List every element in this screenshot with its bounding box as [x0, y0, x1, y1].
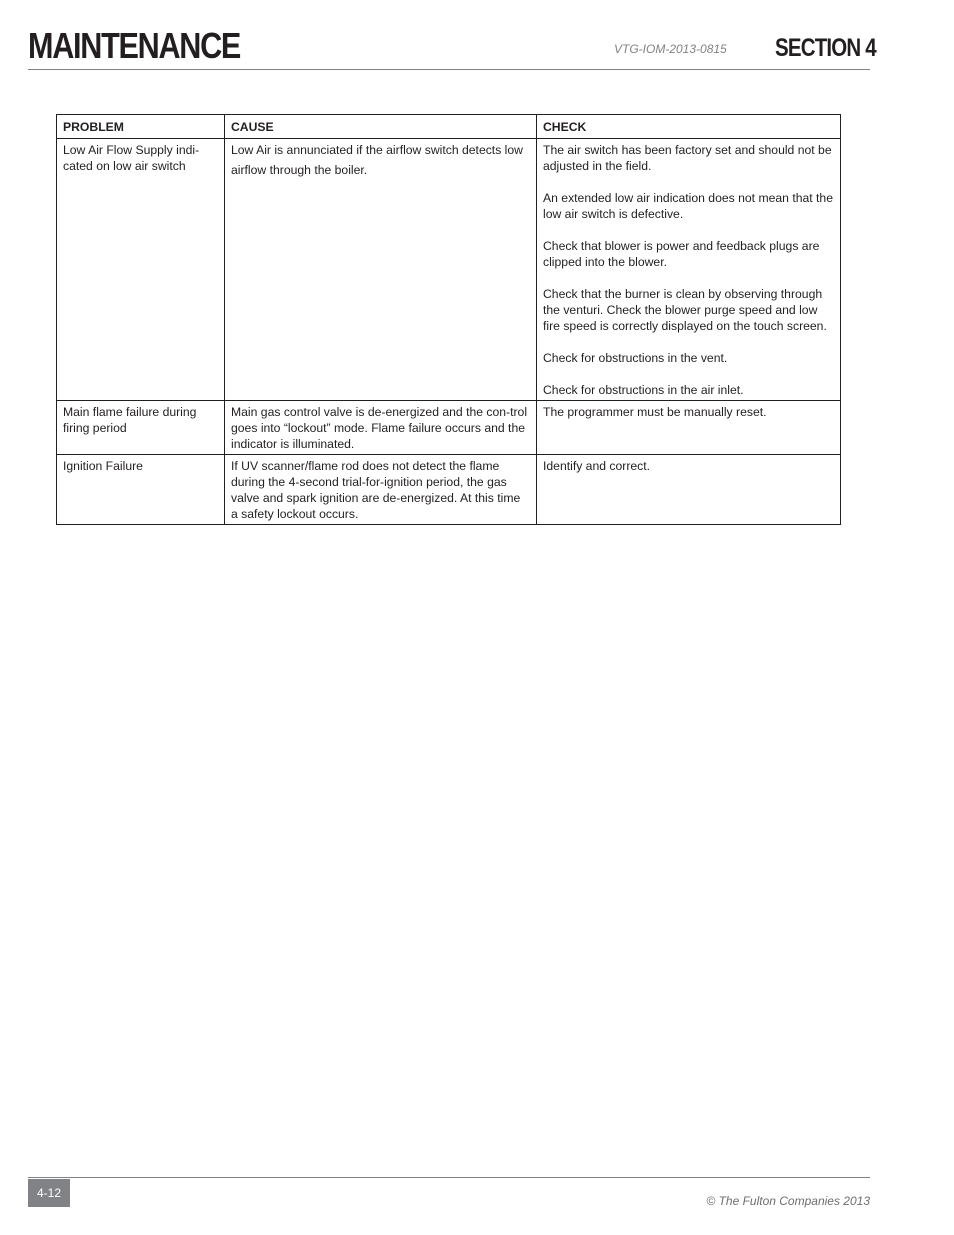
document-number: VTG-IOM-2013-0815: [614, 42, 727, 56]
cause-cell: If UV scanner/flame rod does not detect the flame during the 4-second trial-for-ignition period, the gas valve and spark ignition are de-energized. At this time a safety lockout occurs.: [225, 455, 537, 525]
footer-divider: [28, 1177, 870, 1178]
problem-cell: Ignition Failure: [57, 455, 225, 525]
column-header-problem: PROBLEM: [57, 115, 225, 139]
check-cell: [537, 401, 841, 455]
table-row: [57, 455, 841, 525]
table-row: [57, 401, 841, 455]
check-cell: [537, 455, 841, 525]
check-item: Check for obstructions in the air inlet.: [543, 383, 744, 397]
copyright-notice: © The Fulton Companies 2013: [706, 1194, 870, 1208]
check-item: The air switch has been factory set and should not be adjusted in the field.: [543, 143, 832, 173]
check-item: Check that blower is power and feedback plugs are clipped into the blower.: [543, 239, 820, 269]
cause-cell: [225, 139, 537, 401]
troubleshooting-table: [56, 114, 841, 525]
cause-cell: Main gas control valve is de-energized and the con-trol goes into “lockout” mode. Flame failure occurs and the indicator is illuminated.: [225, 401, 537, 455]
problem-cell: Low Air Flow Supply indi-cated on low air switch: [57, 139, 225, 401]
table-header-row: [57, 115, 841, 139]
column-header-check: CHECK: [537, 115, 841, 139]
check-item: Identify and correct.: [543, 459, 651, 473]
table-row: [57, 139, 841, 401]
check-item: The programmer must be manually reset.: [543, 405, 767, 419]
check-cell: [537, 139, 841, 401]
check-item: Check for obstructions in the vent.: [543, 351, 728, 365]
cause-text: Low Air is annunciated if the airflow switch detects low airflow through the boiler.: [231, 143, 523, 177]
section-label: SECTION 4: [775, 34, 876, 62]
column-header-cause: CAUSE: [225, 115, 537, 139]
page-title: MAINTENANCE: [28, 25, 241, 66]
problem-cell: Main flame failure during firing period: [57, 401, 225, 455]
header-divider: [28, 69, 870, 70]
check-item: An extended low air indication does not mean that the low air switch is defective.: [543, 191, 833, 221]
check-item: Check that the burner is clean by observing through the venturi. Check the blower purge speed and low fire speed is correctly displayed on the touch screen.: [543, 287, 827, 333]
page-number: 4-12: [28, 1179, 70, 1207]
